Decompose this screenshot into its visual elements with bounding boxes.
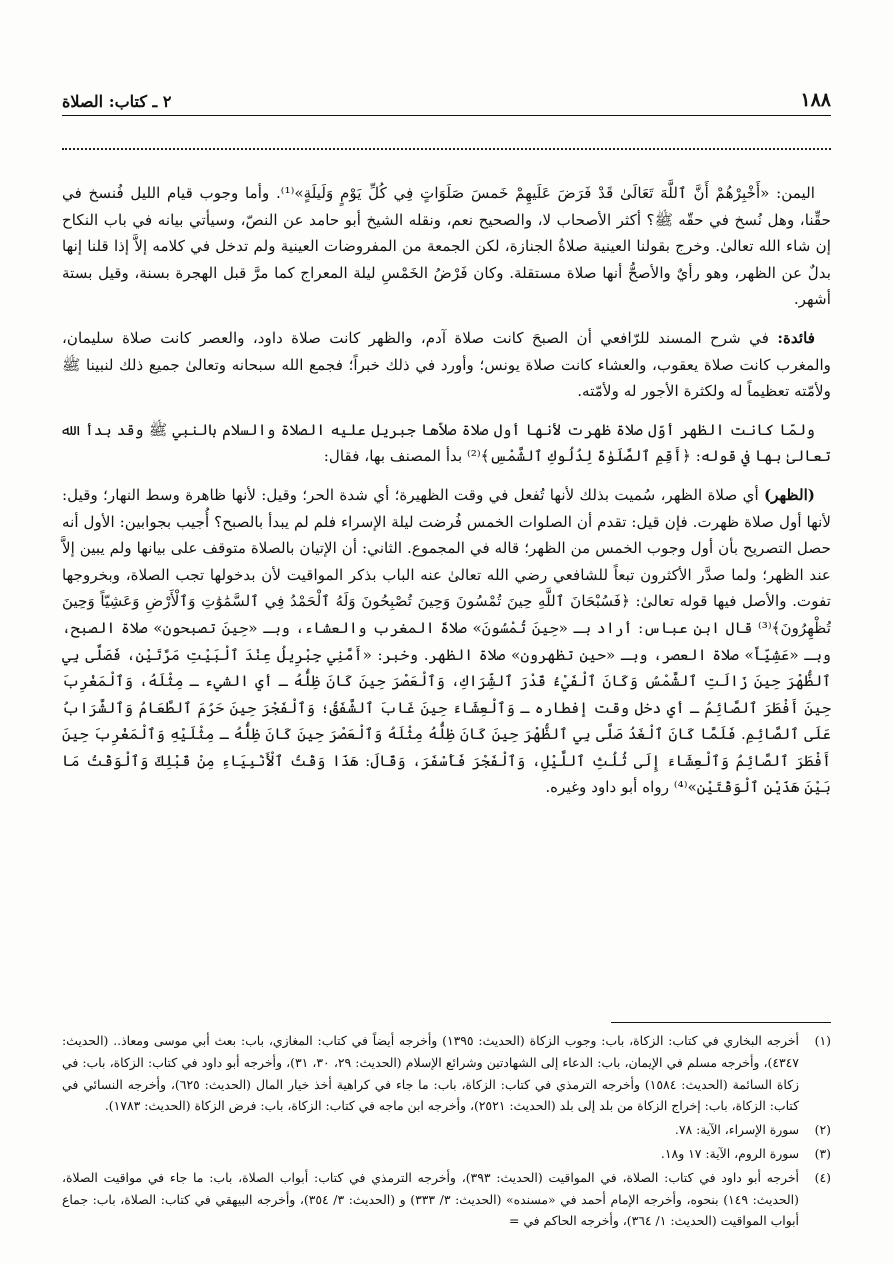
- footnote-text: سورة الإسراء، الآية: ٧٨.: [674, 1122, 799, 1138]
- paragraph-2-text: في شرح المسند للرّافعي أن الصبحَ كانت صلاة آدم، والظهر كانت صلاة داود، والعصر كانت صلاة سليمان، والمغرب كانت صلاة يعقوب، والعشاء كانت صلاة يونس؛ وأورد في ذلك خبراً؛ فجمع الله سبحانه وتعالىٰ جميع ذلك لنبينا ﷺ ولأمّته تعظيماً له ولكثرة الأجور له ولأمّته.: [62, 328, 831, 401]
- paragraph-3: ولمّا كانت الظهر أوّل صلاة ظهرت لأنها أول صلاة صلاّها جبريل عليه الصلاة والسلام بالنبي ﷺ وقد بدأ الله تعالىٰ بها في قوله: ﴿أَقِمِ ٱلصَّلَوٰةَ لِدُلُوكِ ٱلشَّمْسِ﴾⁽²⁾ بدأ المصنف بها، فقال:: [62, 420, 831, 466]
- footnote-3: [62, 1143, 831, 1165]
- paragraph-1: اليمن: «أَخْبِرْهُمْ أَنَّ ٱللَّهَ تَعَالَىٰ قَدْ فَرَضَ عَلَيهِمْ خَمسَ صَلَوَاتٍ فِي كُلِّ يَوْمٍ وَلَيلَةٍ»⁽¹⁾. وأما وجوب قيام الليل فُنسخ في حقِّنا، وهل نُسخ في حقّه ﷺ؟ أكثر الأصحاب لا، والصحيح نعم، ونقله الشيخ أبو حامد عن النصّ، وسيأتي بيانه في باب النكاح إن شاء الله تعالىٰ. وخرج بقولنا العينية صلاةُ الجنازة، لكن الجمعة من المفروضات العينية ولم تدخل في كلامه إلاَّ إذا قلنا إنها بدلٌ عن الظهر، وهو رأيٌ والأصحُّ أنها صلاة مستقلة. وكان فَرْضُ الخَمْسِ ليلة المعراج كما مرَّ قبل الهجرة بسنة، وقيل بستة أشهر.: [62, 184, 831, 309]
- footnote-number: (٢): [814, 1122, 831, 1138]
- footnotes: [62, 1030, 831, 1234]
- footnote-2: [62, 1119, 831, 1141]
- footnote-text: سورة الروم، الآية: ١٧ و١٨.: [660, 1145, 799, 1161]
- page-header: [62, 86, 831, 116]
- footnote-divider: [611, 1022, 831, 1023]
- paragraph-2-label: فائدة:: [777, 328, 815, 347]
- paragraph-4: [62, 482, 831, 801]
- page-number: ١٨٨: [800, 89, 831, 111]
- footnote-number: (٣): [814, 1145, 831, 1161]
- paragraph-2: [62, 325, 831, 405]
- footnote-text: أخرجه البخاري في كتاب: الزكاة، باب: وجوب الزكاة (الحديث: ١٣٩٥) وأخرجه أيضاً في كتاب: المغازي، باب: بعث أبي موسى ومعاذ.. (الحديث: ٤٣٤٧)، وأخرجه مسلم في الإيمان، باب: الدعاء إلى الشهادتين وشرائع الإسلام (الحديث: ٢٩، ٣٠، ٣١)، وأخرجه أبو داود في كتاب: الزكاة، باب: في زكاة السائمة (الحديث: ١٥٨٤) وأخرجه الترمذي في كتاب: الزكاة، باب: ما جاء في كراهية أخذ خيار المال (الحديث: ٦٢٥)، وأخرجه النسائي في كتاب: الزكاة، باب: إخراج الزكاة من بلد إلى بلد (الحديث: ٢٥٢١)، وأخرجه ابن ماجه في كتاب: الزكاة، باب: فرض الزكاة (الحديث: ١٧٨٣).: [62, 1033, 800, 1114]
- footnote-1: [62, 1030, 831, 1117]
- footnote-4: [62, 1167, 831, 1232]
- running-title: ٢ ـ كتاب: الصلاة: [62, 92, 172, 111]
- main-text: [62, 180, 831, 813]
- footnote-number: (٤): [814, 1169, 831, 1185]
- footnote-text: أخرجه أبو داود في كتاب: الصلاة، في المواقيت (الحديث: ٣٩٣)، وأخرجه الترمذي في كتاب: أبواب الصلاة، باب: ما جاء في مواقيت الصلاة، (الحديث: ١٤٩) بنحوه، وأخرجه الإمام أحمد في «مسنده» (الحديث: ٣/ ٣٣٣) و (الحديث: ٣/ ٣٥٤)، وأخرجه البيهقي في كتاب: الصلاة، باب: جماع أبواب المواقيت (الحديث: ١/ ٣٦٤)، وأخرجه الحاكم في =: [62, 1169, 799, 1229]
- paragraph-4-label: (الظهر): [763, 485, 815, 504]
- dotted-divider: [62, 148, 831, 150]
- paragraph-4-text: أي صلاة الظهر، سُميت بذلك لأنها تُفعل في وقت الظهيرة؛ أي شدة الحر؛ وقيل: لأنها ظاهرة وسط النهار؛ وقيل: لأنها أول صلاة ظهرت. فإن قيل: تقدم أن الصلوات الخمس فُرضت ليلة الإسراء فلم لم يبدأ بالصبح؟ أُجيب بجوابين: الأول أنه حصل التصريح بأن أول وجوب الخمس من الظهر؛ قاله في المجموع. الثاني: أن الإتيان بالصلاة متوقف على بيانها ولم يبين إلاَّ عند الظهر؛ ولما صدَّر الأكثرون تبعاً للشافعي رضي الله تعالىٰ عنه الباب بذكر المواقيت لأن بدخولها تجب الصلاة، وبخروجها تفوت. والأصل فيها قوله تعالىٰ: ﴿فَسُبْحَانَ ٱللَّهِ حِينَ تُمْسُونَ وَحِينَ تُصْبِحُونَ وَلَهُ ٱلْحَمْدُ فِي ٱلسَّمَٰوَٰتِ وَٱلْأَرْضِ وَعَشِيّاً وَحِينَ تُظْهِرُونَ﴾⁽³⁾ قال ابن عباس: أراد بـ «حِينَ تُمْسُونَ» صلاةَ المغرب والعشاء، وبـ «حِينَ تصبحون» صلاة الصبح، وبـ «عَشِيّاً» صلاة العصر، وبـ «حين تظهرون» صلاة الظهر. وخبر: «أَمَّنِي جِبْرِيلُ عِنْدَ ٱلْبَيْتِ مَرَّتَيْنِ، فَصَلَّى بِي ٱلظُّهْرَ حِينَ زَالَتِ ٱلشَّمْسُ وَكَانَ ٱلْفَيْءُ قَدْرَ ٱلشِّرَاكِ، وَٱلْعَصْرَ حِينَ كَانَ ظِلُّهُ ـ أي الشيء ـ مِثْلَهُ، وَٱلْمَغْرِبَ حِينَ أَفْطَرَ ٱلصَّائِمُ ـ أي دخل وقت إفطاره ـ وَٱلْعِشَاءَ حِينَ غَابَ ٱلشَّفَقُ؛ وَٱلْفَجْرَ حِينَ حَرُمَ ٱلطَّعَامُ وَٱلشَّرَابُ عَلَى ٱلصَّائِمِ. فَلَمَّا كَانَ ٱلْغَدُ صَلَّى بِي ٱلظُّهْرَ حِينَ كَانَ ظِلُّهُ مِثْلَهُ وَٱلْعَصْرَ حِينَ كَانَ ظِلُّهُ ـ مِثْلَيْهِ وَٱلْمَغْرِبَ حِينَ أَفْطَرَ ٱلصَّائِمُ وَٱلْعِشَاءَ إِلَى ثُلُثِ ٱللَّيْلِ، وَٱلْفَجْرَ فَأَسْفَرَ، وَقَالَ: هَذَا وَقْتُ ٱلْأَنْبِيَاءِ مِنْ قَبْلِكَ وَٱلْوَقْتُ مَا بَيْنَ هَذَيْنِ ٱلْوَقْتَيْنِ»⁽⁴⁾ رواه أبو داود وغيره.: [62, 485, 831, 797]
- footnote-number: (١): [814, 1033, 831, 1048]
